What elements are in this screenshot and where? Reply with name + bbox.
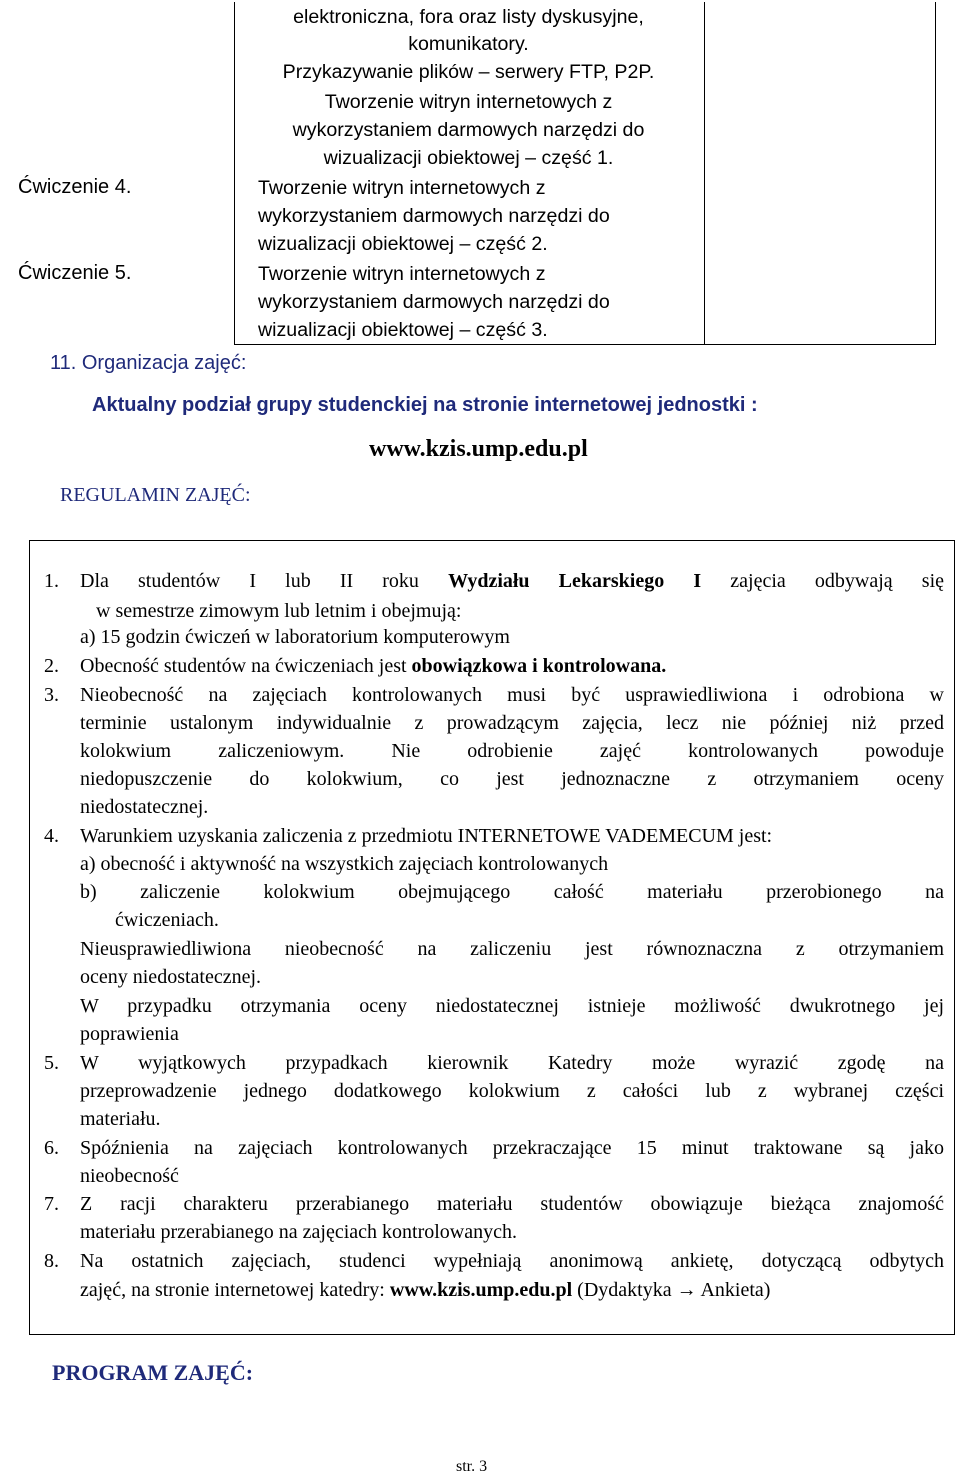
rule-number: 1.	[44, 570, 59, 592]
topic-line: komunikatory.	[408, 33, 529, 55]
rule-4-line: W przypadku otrzymania oceny niedostatecznej istnieje możliwość dwukrotnego jej	[80, 995, 944, 1017]
rule-4-line: oceny niedostatecznej.	[80, 966, 262, 988]
page-number: str. 3	[456, 1458, 488, 1475]
rule-number: 8.	[44, 1250, 59, 1272]
rule-7-line: Z racji charakteru przerabianego materiału studentów obowiązuje bieżąca znajomość	[80, 1193, 944, 1215]
topic-line: wykorzystaniem darmowych narzędzi do	[258, 205, 610, 227]
rule-3-line: Nieobecność na zajęciach kontrolowanych musi być usprawiedliwiona i odrobiona w	[80, 684, 944, 706]
survey-url[interactable]: www.kzis.ump.edu.pl	[389, 1279, 573, 1301]
rule-8-line: zajęć, na stronie internetowej katedry: www.kzis.ump.edu.pl (Dydaktyka → Ankieta)	[80, 1279, 771, 1301]
topic-line: wykorzystaniem darmowych narzędzi do	[258, 291, 610, 313]
rule-number: 6.	[44, 1137, 59, 1159]
rule-1-line: Dla studentów I lub II roku Wydziału Lekarskiego I zajęcia odbywają się	[80, 570, 945, 592]
rule-2-line: Obecność studentów na ćwiczeniach jest obowiązkowa i kontrolowana.	[80, 655, 667, 677]
rule-6-line: nieobecność	[80, 1165, 179, 1187]
website-url[interactable]: www.kzis.ump.edu.pl	[369, 436, 588, 462]
rule-5-line: W wyjątkowych przypadkach kierownik Katedry może wyrazić zgodę na	[80, 1052, 944, 1074]
topic-line: Tworzenie witryn internetowych z	[258, 263, 546, 285]
topic-line: Przykazywanie plików – serwery FTP, P2P.	[282, 61, 655, 83]
topic-line: wykorzystaniem darmowych narzędzi do	[292, 119, 645, 141]
rule-number: 7.	[44, 1193, 59, 1215]
rule-7-line: materiału przerabianego na zajęciach kontrolowanych.	[80, 1221, 518, 1243]
rule-4-line: poprawienia	[80, 1023, 179, 1045]
rule-number: 3.	[44, 684, 59, 706]
topic-line: elektroniczna, fora oraz listy dyskusyjne,	[293, 6, 644, 28]
rule-4-line: Warunkiem uzyskania zaliczenia z przedmiotu INTERNETOWE VADEMECUM jest:	[80, 825, 773, 847]
table-right-column	[703, 2, 936, 345]
table-left-column	[2, 0, 234, 345]
rule-number: 4.	[44, 825, 59, 847]
rule-4-line: ćwiczeniach.	[115, 909, 219, 931]
exercise-4-label: Ćwiczenie 4.	[18, 176, 132, 198]
rule-8-line: Na ostatnich zajęciach, studenci wypełniają anonimową ankietę, dotyczącą odbytych	[80, 1250, 944, 1272]
rule-5-line: materiału.	[80, 1108, 161, 1130]
rule-4-item: b) zaliczenie kolokwium obejmującego całość materiału przerobionego na	[80, 881, 944, 903]
rule-5-line: przeprowadzenie jednego dodatkowego kolokwium z całości lub z wybranej części	[80, 1080, 944, 1102]
rule-4-item: a) obecność i aktywność na wszystkich zajęciach kontrolowanych	[80, 853, 609, 875]
rule-3-line: niedopuszczenie do kolokwium, co jest jednoznaczne z otrzymaniem oceny	[80, 768, 944, 790]
rule-4-line: Nieusprawiedliwiona nieobecność na zaliczeniu jest równoznaczna z otrzymaniem	[80, 938, 944, 960]
arrow-right-icon: →	[676, 1279, 697, 1301]
program-heading: PROGRAM ZAJĘĆ:	[52, 1360, 254, 1385]
topic-line: Tworzenie witryn internetowych z	[324, 91, 613, 113]
rule-1-line: w semestrze zimowym lub letnim i obejmują:	[96, 600, 462, 622]
group-info-text: Aktualny podział grupy studenckiej na stronie internetowej jednostki :	[92, 394, 758, 416]
rule-3-line: niedostatecznej.	[80, 796, 209, 818]
rule-6-line: Spóźnienia na zajęciach kontrolowanych przekraczające 15 minut traktowane są jako	[80, 1137, 944, 1159]
regulations-heading: REGULAMIN ZAJĘĆ:	[60, 484, 251, 506]
rule-number: 5.	[44, 1052, 59, 1074]
rule-3-line: kolokwium zaliczeniowym. Nie odrobienie zajęć kontrolowanych powoduje	[80, 740, 944, 762]
rule-3-line: terminie ustalonym indywidualnie z prowadzącym zajęcia, lecz nie później niż przed	[80, 712, 944, 734]
exercise-5-label: Ćwiczenie 5.	[18, 262, 132, 284]
rule-1-item: a) 15 godzin ćwiczeń w laboratorium komputerowym	[80, 626, 510, 648]
topic-line: wizualizacji obiektowej – część 3.	[258, 319, 548, 341]
topic-line: wizualizacji obiektowej – część 1.	[323, 147, 614, 169]
faculty-name: Wydziału Lekarskiego I	[448, 570, 702, 592]
rule-number: 2.	[44, 655, 59, 677]
topic-line: Tworzenie witryn internetowych z	[258, 177, 546, 199]
section-heading: 11. Organizacja zajęć:	[50, 352, 247, 374]
topic-line: wizualizacji obiektowej – część 2.	[258, 233, 548, 255]
